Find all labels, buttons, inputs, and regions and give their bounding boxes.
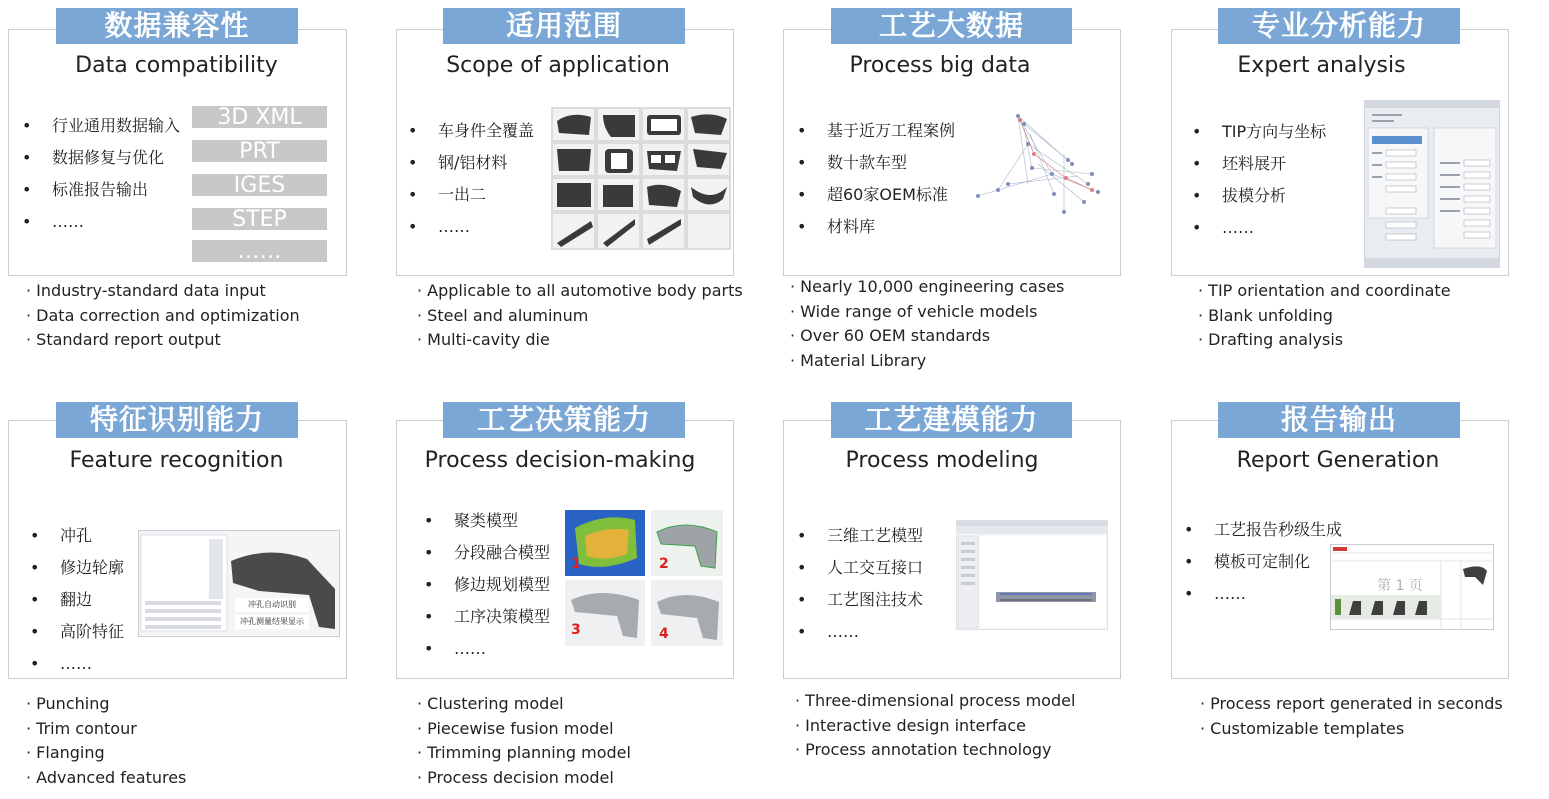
list-item: • …… [30,648,124,680]
caption-line: · Multi-cavity die [417,328,743,353]
list-item: • TIP方向与坐标 [1192,116,1326,148]
banner-process-decision-making: 工艺决策能力 [443,402,685,438]
bullet-list-report-generation [1184,514,1342,610]
panel-number-4: 4 [659,626,669,642]
caption-line: · Over 60 OEM standards [790,324,1064,349]
list-item: • 分段融合模型 [424,537,550,569]
list-item: • 模板可定制化 [1184,546,1342,578]
list-item: • 翻边 [30,584,124,616]
list-item: • …… [408,211,534,243]
list-item: • 车身件全覆盖 [408,115,534,147]
list-item: • 高阶特征 [30,616,124,648]
title-process-big-data: Process big data [849,53,1031,78]
bullet-list-scope [408,115,534,243]
caption-report-generation [1200,692,1503,741]
caption-line: · Blank unfolding [1198,304,1451,329]
title-data-compatibility: Data compatibility [75,53,278,78]
list-item: • 聚类模型 [424,505,550,537]
decision-model-panels [565,508,725,646]
list-item: • …… [424,633,550,665]
caption-expert-analysis [1198,279,1451,353]
caption-line: · Process report generated in seconds [1200,692,1503,717]
caption-line: · Clustering model [417,692,631,717]
bullet-list-big-data [797,115,955,243]
list-item: • …… [1184,578,1342,610]
bullet-list-data-compatibility [22,110,180,238]
caption-line: · Three-dimensional process model [795,689,1075,714]
caption-line: · Material Library [790,349,1064,374]
banner-feature-recognition: 特征识别能力 [56,402,298,438]
caption-line: · Interactive design interface [795,714,1075,739]
list-item: • 三维工艺模型 [797,520,923,552]
list-item: • 人工交互接口 [797,552,923,584]
caption-line: · Steel and aluminum [417,304,743,329]
caption-line: · TIP orientation and coordinate [1198,279,1451,304]
list-item: • …… [797,616,923,648]
caption-line: · Standard report output [26,328,300,353]
caption-line: · Flanging [26,741,186,766]
title-scope-of-application: Scope of application [446,53,670,78]
list-item: • 一出二 [408,179,534,211]
image-label-auto-detect: 冲孔自动识别 [235,598,309,612]
format-tag-prt: PRT [192,140,327,162]
report-template-image [1330,544,1494,630]
panel-number-2: 2 [659,556,669,572]
list-item: • 标准报告输出 [22,174,180,206]
caption-line: · Customizable templates [1200,717,1503,742]
bullet-list-feature-recognition [30,520,124,680]
list-item: • 工艺图注技术 [797,584,923,616]
format-tag-more: …… [192,240,327,262]
bullet-list-decision-making [424,505,550,665]
list-item: • 超60家OEM标准 [797,179,955,211]
banner-scope-of-application: 适用范围 [443,8,685,44]
list-item: • 数十款车型 [797,147,955,179]
list-item: • …… [1192,212,1326,244]
format-tag-iges: IGES [192,174,327,196]
list-item: • …… [22,206,180,238]
panel-number-3: 3 [571,622,581,638]
list-item: • 冲孔 [30,520,124,552]
caption-line: · Nearly 10,000 engineering cases [790,275,1064,300]
list-item: • 基于近万工程案例 [797,115,955,147]
caption-feature-recognition [26,692,186,790]
caption-line: · Wide range of vehicle models [790,300,1064,325]
caption-process-modeling [795,689,1075,763]
caption-line: · Piecewise fusion model [417,717,631,742]
list-item: • 数据修复与优化 [22,142,180,174]
title-feature-recognition: Feature recognition [69,448,284,473]
list-item: • 材料库 [797,211,955,243]
caption-data-compatibility [26,279,300,353]
bullet-list-expert-analysis [1192,116,1326,244]
caption-line: · Punching [26,692,186,717]
list-item: • 钢/铝材料 [408,147,534,179]
process-modeling-screen-image [956,520,1108,630]
image-label-measure-result: 冲孔测量结果显示 [235,615,309,629]
banner-expert-analysis: 专业分析能力 [1218,8,1460,44]
title-process-modeling: Process modeling [845,448,1039,473]
title-process-decision-making: Process decision-making [424,448,696,473]
caption-line: · Trimming planning model [417,741,631,766]
panel-number-1: 1 [571,556,581,572]
network-graph-image [968,104,1110,216]
caption-line: · Industry-standard data input [26,279,300,304]
caption-line: · Data correction and optimization [26,304,300,329]
list-item: • 工序决策模型 [424,601,550,633]
bullet-list-process-modeling [797,520,923,648]
banner-process-big-data: 工艺大数据 [831,8,1072,44]
caption-scope-of-application [417,279,743,353]
caption-line: · Advanced features [26,766,186,791]
caption-line: · Trim contour [26,717,186,742]
caption-line: · Drafting analysis [1198,328,1451,353]
list-item: • 行业通用数据输入 [22,110,180,142]
banner-data-compatibility: 数据兼容性 [56,8,298,44]
page-number-label: 第 1 页 [1377,578,1423,594]
format-tag-3dxml: 3D XML [192,106,327,128]
list-item: • 坯料展开 [1192,148,1326,180]
feature-recognition-image [138,530,340,637]
list-item: • 工艺报告秒级生成 [1184,514,1342,546]
caption-process-decision-making [417,692,631,790]
banner-process-modeling: 工艺建模能力 [831,402,1072,438]
list-item: • 修边轮廓 [30,552,124,584]
body-parts-grid-image [551,107,731,250]
banner-report-generation: 报告输出 [1218,402,1460,438]
list-item: • 拔模分析 [1192,180,1326,212]
title-expert-analysis: Expert analysis [1237,53,1406,78]
title-report-generation: Report Generation [1236,448,1440,473]
caption-line: · Applicable to all automotive body parts [417,279,743,304]
caption-line: · Process annotation technology [795,738,1075,763]
list-item: • 修边规划模型 [424,569,550,601]
caption-line: · Process decision model [417,766,631,791]
analysis-dialog-image [1364,100,1500,268]
decision-model-images [565,508,725,646]
format-tag-step: STEP [192,208,327,230]
caption-process-big-data [790,275,1064,373]
